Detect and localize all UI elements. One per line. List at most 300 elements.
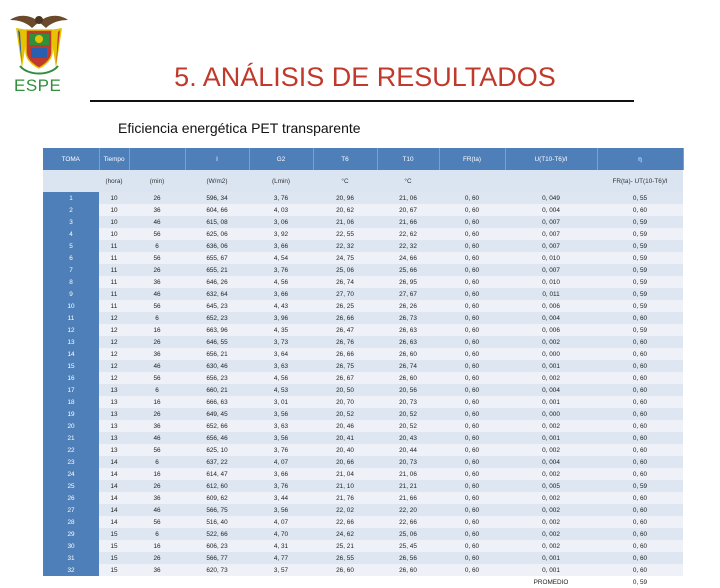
table-cell: 4, 07 xyxy=(249,516,313,528)
table-cell: 3, 76 xyxy=(249,264,313,276)
table-cell: 20, 46 xyxy=(313,420,377,432)
table-cell: 660, 21 xyxy=(185,384,249,396)
table-cell: 46 xyxy=(129,216,185,228)
table-cell: 604, 66 xyxy=(185,204,249,216)
table-cell: 22, 20 xyxy=(377,504,439,516)
table-cell: 20, 44 xyxy=(377,444,439,456)
table-cell: 15 xyxy=(99,528,129,540)
table-cell: 22, 02 xyxy=(313,504,377,516)
table-cell: 12 xyxy=(99,336,129,348)
table-cell: 0, 59 xyxy=(597,216,683,228)
table-cell: 0, 60 xyxy=(439,348,505,360)
table-cell: 56 xyxy=(129,516,185,528)
table-cell: 0, 001 xyxy=(505,432,597,444)
table-cell: 0, 002 xyxy=(505,336,597,348)
table-cell: 0, 60 xyxy=(439,420,505,432)
table-cell: 25, 45 xyxy=(377,540,439,552)
table-row xyxy=(43,264,683,276)
table-cell: 0, 60 xyxy=(439,552,505,564)
empty-cell xyxy=(185,576,249,588)
table-row xyxy=(43,372,683,384)
table-cell: 4, 31 xyxy=(249,540,313,552)
table-cell: 11 xyxy=(99,300,129,312)
table-cell: 656, 21 xyxy=(185,348,249,360)
table-row xyxy=(43,216,683,228)
table-cell: 14 xyxy=(99,516,129,528)
table-cell: 0, 60 xyxy=(597,396,683,408)
table-cell: 3, 92 xyxy=(249,228,313,240)
table-cell: 3, 63 xyxy=(249,420,313,432)
table-cell: 0, 60 xyxy=(439,468,505,480)
table-row xyxy=(43,432,683,444)
table-cell: 27, 67 xyxy=(377,288,439,300)
table-cell: 3, 76 xyxy=(249,480,313,492)
toma-cell: 13 xyxy=(43,336,99,348)
table-cell: 4, 56 xyxy=(249,276,313,288)
table-cell: 56 xyxy=(129,372,185,384)
table-cell: 16 xyxy=(129,468,185,480)
table-cell: 26, 66 xyxy=(313,348,377,360)
toma-cell: 23 xyxy=(43,456,99,468)
toma-cell: 10 xyxy=(43,300,99,312)
table-cell: 6 xyxy=(129,528,185,540)
table-cell: 11 xyxy=(99,276,129,288)
table-cell: 0, 001 xyxy=(505,552,597,564)
table-cell: 26 xyxy=(129,336,185,348)
table-cell: 625, 10 xyxy=(185,444,249,456)
table-cell: 10 xyxy=(99,204,129,216)
table-cell: 516, 40 xyxy=(185,516,249,528)
table-cell: 3, 56 xyxy=(249,432,313,444)
table-cell: 25, 21 xyxy=(313,540,377,552)
table-cell: 21, 10 xyxy=(313,480,377,492)
table-cell: 26, 76 xyxy=(313,336,377,348)
table-row xyxy=(43,348,683,360)
table-cell: 21, 06 xyxy=(377,468,439,480)
table-cell: 3, 66 xyxy=(249,288,313,300)
empty-cell xyxy=(43,576,99,588)
table-cell: 0, 59 xyxy=(597,480,683,492)
table-cell: 21, 21 xyxy=(377,480,439,492)
table-cell: 14 xyxy=(99,504,129,516)
table-cell: 0, 010 xyxy=(505,252,597,264)
table-cell: 13 xyxy=(99,396,129,408)
toma-cell: 32 xyxy=(43,564,99,576)
column-unit: (min) xyxy=(129,170,185,192)
table-cell: 27, 70 xyxy=(313,288,377,300)
empty-cell xyxy=(313,576,377,588)
table-cell: 13 xyxy=(99,408,129,420)
table-cell: 637, 22 xyxy=(185,456,249,468)
table-cell: 0, 60 xyxy=(439,492,505,504)
table-cell: 20, 52 xyxy=(377,408,439,420)
column-unit xyxy=(439,170,505,192)
table-cell: 3, 66 xyxy=(249,240,313,252)
table-cell: 0, 60 xyxy=(597,204,683,216)
table-cell: 25, 06 xyxy=(377,528,439,540)
table-cell: 0, 049 xyxy=(505,192,597,204)
table-cell: 26, 66 xyxy=(313,312,377,324)
table-cell: 3, 66 xyxy=(249,468,313,480)
table-cell: 0, 60 xyxy=(597,528,683,540)
table-cell: 22, 66 xyxy=(377,516,439,528)
table-subtitle: Eficiencia energética PET transparente xyxy=(118,120,361,136)
toma-cell: 3 xyxy=(43,216,99,228)
table-cell: 0, 60 xyxy=(439,228,505,240)
table-cell: 36 xyxy=(129,276,185,288)
table-cell: 3, 44 xyxy=(249,492,313,504)
table-cell: 46 xyxy=(129,432,185,444)
table-cell: 0, 006 xyxy=(505,324,597,336)
table-row xyxy=(43,528,683,540)
table-cell: 0, 60 xyxy=(439,444,505,456)
table-cell: 646, 26 xyxy=(185,276,249,288)
table-cell: 0, 60 xyxy=(597,348,683,360)
table-cell: 0, 60 xyxy=(439,204,505,216)
table-row xyxy=(43,360,683,372)
table-cell: 26, 60 xyxy=(313,564,377,576)
column-unit: °C xyxy=(313,170,377,192)
table-cell: 6 xyxy=(129,384,185,396)
table-row xyxy=(43,444,683,456)
average-row xyxy=(43,576,683,588)
coat-of-arms-icon xyxy=(8,8,70,80)
toma-cell: 25 xyxy=(43,480,99,492)
toma-cell: 21 xyxy=(43,432,99,444)
toma-cell: 17 xyxy=(43,384,99,396)
table-cell: 615, 08 xyxy=(185,216,249,228)
table-cell: 0, 007 xyxy=(505,228,597,240)
table-cell: 0, 59 xyxy=(597,300,683,312)
table-cell: 0, 002 xyxy=(505,444,597,456)
table-cell: 0, 60 xyxy=(597,420,683,432)
table-cell: 0, 60 xyxy=(439,480,505,492)
table-units-row xyxy=(43,170,683,192)
toma-cell: 11 xyxy=(43,312,99,324)
table-cell: 0, 60 xyxy=(439,456,505,468)
empty-cell xyxy=(129,576,185,588)
table-cell: 26, 74 xyxy=(377,360,439,372)
table-cell: 10 xyxy=(99,216,129,228)
table-cell: 0, 000 xyxy=(505,348,597,360)
table-cell: 649, 45 xyxy=(185,408,249,420)
table-cell: 26 xyxy=(129,264,185,276)
toma-cell: 20 xyxy=(43,420,99,432)
toma-cell: 7 xyxy=(43,264,99,276)
table-cell: 0, 60 xyxy=(597,408,683,420)
table-row xyxy=(43,408,683,420)
table-cell: 656, 23 xyxy=(185,372,249,384)
table-cell: 13 xyxy=(99,384,129,396)
column-unit: (W/m2) xyxy=(185,170,249,192)
column-unit: °C xyxy=(377,170,439,192)
table-cell: 0, 60 xyxy=(597,360,683,372)
table-cell: 0, 60 xyxy=(439,276,505,288)
column-header: Tiempo xyxy=(99,148,129,170)
table-row xyxy=(43,312,683,324)
toma-cell: 28 xyxy=(43,516,99,528)
table-cell: 0, 60 xyxy=(597,468,683,480)
table-cell: 0, 60 xyxy=(439,240,505,252)
table-row xyxy=(43,288,683,300)
table-row xyxy=(43,396,683,408)
table-cell: 11 xyxy=(99,288,129,300)
table-cell: 0, 60 xyxy=(597,552,683,564)
table-cell: 0, 005 xyxy=(505,480,597,492)
table-cell: 14 xyxy=(99,480,129,492)
column-header: FR(ta) xyxy=(439,148,505,170)
table-cell: 3, 56 xyxy=(249,408,313,420)
table-cell: 20, 73 xyxy=(377,396,439,408)
table-cell: 0, 60 xyxy=(597,444,683,456)
table-cell: 6 xyxy=(129,312,185,324)
table-cell: 22, 62 xyxy=(377,228,439,240)
table-cell: 12 xyxy=(99,312,129,324)
table-cell: 21, 06 xyxy=(313,216,377,228)
table-cell: 36 xyxy=(129,564,185,576)
table-cell: 0, 60 xyxy=(439,360,505,372)
column-header: G2 xyxy=(249,148,313,170)
table-cell: 646, 55 xyxy=(185,336,249,348)
table-cell: 3, 63 xyxy=(249,360,313,372)
table-cell: 566, 75 xyxy=(185,504,249,516)
toma-cell: 31 xyxy=(43,552,99,564)
table-cell: 0, 007 xyxy=(505,264,597,276)
table-cell: 0, 60 xyxy=(597,564,683,576)
table-cell: 21, 06 xyxy=(377,192,439,204)
table-cell: 663, 96 xyxy=(185,324,249,336)
table-cell: 14 xyxy=(99,456,129,468)
table-cell: 0, 001 xyxy=(505,360,597,372)
table-cell: 21, 66 xyxy=(377,492,439,504)
table-cell: 20, 52 xyxy=(313,408,377,420)
table-cell: 0, 011 xyxy=(505,288,597,300)
toma-cell: 6 xyxy=(43,252,99,264)
table-cell: 609, 62 xyxy=(185,492,249,504)
table-cell: 645, 23 xyxy=(185,300,249,312)
table-cell: 0, 60 xyxy=(597,336,683,348)
table-cell: 0, 60 xyxy=(439,312,505,324)
table-cell: 26, 67 xyxy=(313,372,377,384)
toma-cell: 16 xyxy=(43,372,99,384)
table-cell: 15 xyxy=(99,552,129,564)
table-cell: 636, 06 xyxy=(185,240,249,252)
table-row xyxy=(43,300,683,312)
column-header: T10 xyxy=(377,148,439,170)
table-cell: 24, 66 xyxy=(377,252,439,264)
table-cell: 20, 67 xyxy=(377,204,439,216)
table-cell: 13 xyxy=(99,444,129,456)
table-cell: 4, 54 xyxy=(249,252,313,264)
table-cell: 0, 002 xyxy=(505,420,597,432)
table-cell: 0, 60 xyxy=(439,432,505,444)
table-cell: 22, 55 xyxy=(313,228,377,240)
table-cell: 0, 000 xyxy=(505,408,597,420)
table-row xyxy=(43,420,683,432)
table-cell: 15 xyxy=(99,540,129,552)
table-cell: 20, 96 xyxy=(313,192,377,204)
column-unit xyxy=(505,170,597,192)
table-cell: 56 xyxy=(129,300,185,312)
table-cell: 0, 55 xyxy=(597,192,683,204)
table-cell: 22, 66 xyxy=(313,516,377,528)
table-cell: 56 xyxy=(129,228,185,240)
table-row xyxy=(43,204,683,216)
toma-cell: 24 xyxy=(43,468,99,480)
table-cell: 24, 62 xyxy=(313,528,377,540)
table-cell: 0, 002 xyxy=(505,372,597,384)
toma-cell: 5 xyxy=(43,240,99,252)
table-cell: 3, 06 xyxy=(249,216,313,228)
empty-cell xyxy=(99,576,129,588)
table-cell: 25, 06 xyxy=(313,264,377,276)
table-cell: 0, 60 xyxy=(597,504,683,516)
average-value: 0, 59 xyxy=(597,576,683,588)
table-row xyxy=(43,516,683,528)
table-cell: 11 xyxy=(99,240,129,252)
table-cell: 0, 59 xyxy=(597,324,683,336)
table-cell: 0, 60 xyxy=(597,312,683,324)
toma-cell: 9 xyxy=(43,288,99,300)
table-cell: 6 xyxy=(129,456,185,468)
table-row xyxy=(43,552,683,564)
table-cell: 4, 77 xyxy=(249,552,313,564)
table-cell: 630, 46 xyxy=(185,360,249,372)
table-cell: 0, 60 xyxy=(439,504,505,516)
toma-cell: 14 xyxy=(43,348,99,360)
table-cell: 26, 56 xyxy=(377,552,439,564)
table-cell: 4, 07 xyxy=(249,456,313,468)
table-cell: 20, 66 xyxy=(313,456,377,468)
table-cell: 13 xyxy=(99,432,129,444)
table-cell: 0, 60 xyxy=(439,252,505,264)
table-cell: 6 xyxy=(129,240,185,252)
table-cell: 22, 32 xyxy=(313,240,377,252)
table-cell: 20, 43 xyxy=(377,432,439,444)
table-cell: 4, 53 xyxy=(249,384,313,396)
table-cell: 3, 57 xyxy=(249,564,313,576)
table-cell: 12 xyxy=(99,372,129,384)
table-cell: 0, 001 xyxy=(505,564,597,576)
table-cell: 4, 35 xyxy=(249,324,313,336)
table-cell: 0, 007 xyxy=(505,216,597,228)
results-table-container xyxy=(43,148,683,588)
table-cell: 26, 73 xyxy=(377,312,439,324)
table-cell: 0, 002 xyxy=(505,516,597,528)
table-cell: 4, 70 xyxy=(249,528,313,540)
table-cell: 26, 25 xyxy=(313,300,377,312)
table-cell: 4, 03 xyxy=(249,204,313,216)
table-cell: 16 xyxy=(129,324,185,336)
table-row xyxy=(43,468,683,480)
toma-cell: 2 xyxy=(43,204,99,216)
table-cell: 11 xyxy=(99,264,129,276)
table-cell: 522, 66 xyxy=(185,528,249,540)
empty-cell xyxy=(249,576,313,588)
table-cell: 0, 002 xyxy=(505,468,597,480)
table-cell: 12 xyxy=(99,360,129,372)
table-row xyxy=(43,564,683,576)
table-cell: 656, 46 xyxy=(185,432,249,444)
table-cell: 46 xyxy=(129,504,185,516)
table-cell: 0, 002 xyxy=(505,492,597,504)
table-cell: 36 xyxy=(129,492,185,504)
table-cell: 0, 60 xyxy=(439,372,505,384)
table-cell: 14 xyxy=(99,492,129,504)
table-cell: 20, 62 xyxy=(313,204,377,216)
table-cell: 14 xyxy=(99,468,129,480)
toma-cell: 26 xyxy=(43,492,99,504)
table-cell: 12 xyxy=(99,324,129,336)
table-cell: 26 xyxy=(129,480,185,492)
column-header: I xyxy=(185,148,249,170)
table-cell: 24, 75 xyxy=(313,252,377,264)
table-cell: 3, 56 xyxy=(249,504,313,516)
title-divider xyxy=(90,100,634,102)
toma-cell: 12 xyxy=(43,324,99,336)
table-cell: 0, 60 xyxy=(439,336,505,348)
column-unit: (hora) xyxy=(99,170,129,192)
table-row xyxy=(43,504,683,516)
table-cell: 21, 04 xyxy=(313,468,377,480)
table-cell: 0, 004 xyxy=(505,204,597,216)
table-cell: 10 xyxy=(99,228,129,240)
table-cell: 0, 60 xyxy=(439,528,505,540)
table-cell: 652, 66 xyxy=(185,420,249,432)
table-cell: 36 xyxy=(129,204,185,216)
table-cell: 26, 75 xyxy=(313,360,377,372)
table-row xyxy=(43,240,683,252)
table-cell: 0, 60 xyxy=(597,432,683,444)
table-cell: 0, 60 xyxy=(439,324,505,336)
table-cell: 606, 23 xyxy=(185,540,249,552)
column-unit: (Lmin) xyxy=(249,170,313,192)
table-cell: 56 xyxy=(129,444,185,456)
table-cell: 46 xyxy=(129,360,185,372)
table-cell: 20, 50 xyxy=(313,384,377,396)
table-cell: 22, 32 xyxy=(377,240,439,252)
empty-cell xyxy=(439,576,505,588)
table-cell: 0, 60 xyxy=(439,540,505,552)
table-row xyxy=(43,480,683,492)
table-cell: 20, 52 xyxy=(377,420,439,432)
column-unit xyxy=(43,170,99,192)
table-cell: 620, 73 xyxy=(185,564,249,576)
table-cell: 632, 64 xyxy=(185,288,249,300)
table-cell: 20, 70 xyxy=(313,396,377,408)
table-cell: 21, 76 xyxy=(313,492,377,504)
column-unit: FR(ta)- UT(10-T6)/I xyxy=(597,170,683,192)
empty-cell xyxy=(377,576,439,588)
table-cell: 0, 60 xyxy=(439,192,505,204)
table-cell: 0, 60 xyxy=(439,300,505,312)
table-cell: 0, 60 xyxy=(439,396,505,408)
table-cell: 0, 59 xyxy=(597,288,683,300)
table-cell: 13 xyxy=(99,420,129,432)
table-cell: 16 xyxy=(129,540,185,552)
table-cell: 20, 56 xyxy=(377,384,439,396)
table-cell: 0, 60 xyxy=(439,384,505,396)
table-cell: 0, 010 xyxy=(505,276,597,288)
table-cell: 56 xyxy=(129,252,185,264)
table-cell: 0, 007 xyxy=(505,240,597,252)
table-cell: 26, 55 xyxy=(313,552,377,564)
table-cell: 15 xyxy=(99,564,129,576)
table-cell: 0, 002 xyxy=(505,540,597,552)
table-cell: 26 xyxy=(129,192,185,204)
toma-cell: 27 xyxy=(43,504,99,516)
table-cell: 26 xyxy=(129,552,185,564)
